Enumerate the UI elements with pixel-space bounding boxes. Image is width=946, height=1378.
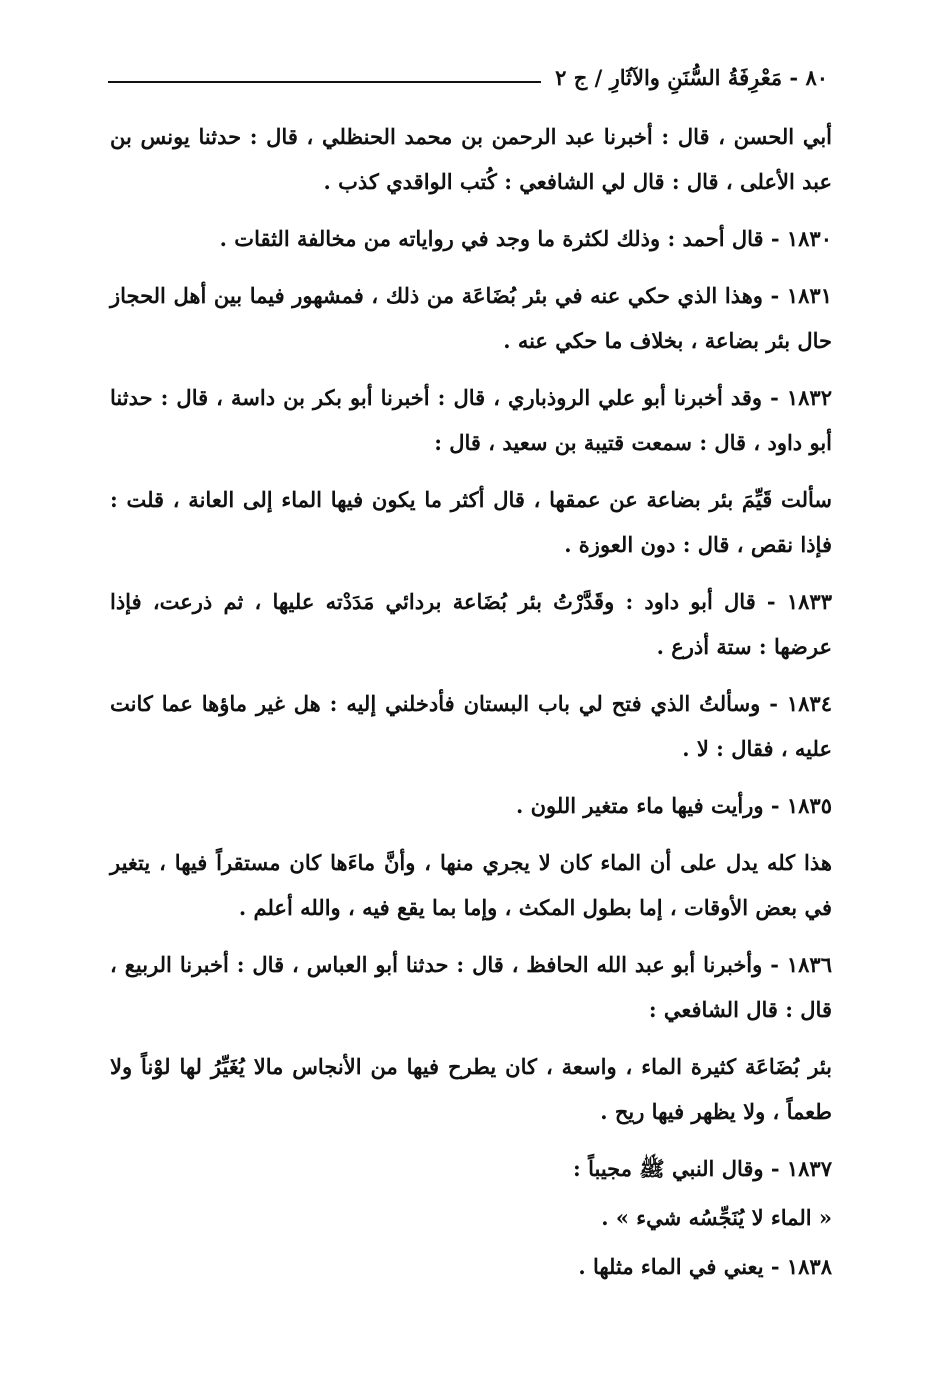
header-rule: [108, 81, 541, 83]
hadith-quote: « الماء لا يُنَجِّسُه شيء » .: [601, 1205, 832, 1230]
paragraph: ١٨٣٧ - وقال النبي ﷺ مجيباً :: [573, 1156, 832, 1181]
paragraph: ١٨٣٣ - قال أبو داود : وقَدَّرْتُ بئر بُضَاعة بردائي مَدَدْته عليها ، ثم ذرعت، فإذا عرضها : ستة أذرع .: [110, 589, 832, 659]
page-number: ٨٠: [805, 64, 828, 90]
paragraph: ١٨٣٢ - وقد أخبرنا أبو علي الروذباري ، قال : أخبرنا أبو بكر بن داسة ، قال : حدثنا أبو داود ، قال : سمعت قتيبة بن سعيد ، قال :: [110, 385, 832, 455]
paragraph: ١٨٣١ - وهذا الذي حكي عنه في بئر بُضَاعَة من ذلك ، فمشهور فيما بين أهل الحجاز حال بئر بضاعة ، بخلاف ما حكي عنه .: [110, 283, 832, 353]
paragraph: ١٨٣٤ - وسألتُ الذي فتح لي باب البستان فأدخلني إليه : هل غير ماؤها عما كانت عليه ، فقال : لا .: [110, 691, 832, 761]
paragraph: أبي الحسن ، قال : أخبرنا عبد الرحمن بن محمد الحنظلي ، قال : حدثنا يونس بن عبد الأعلى ، قال : قال لي الشافعي : كُتب الواقدي كذب .: [110, 124, 832, 194]
paragraph: ١٨٣٦ - وأخبرنا أبو عبد الله الحافظ ، قال : حدثنا أبو العباس ، قال : أخبرنا الربيع ، قال : قال الشافعي :: [110, 952, 832, 1022]
paragraph: هذا كله يدل على أن الماء كان لا يجري منها ، وأنَّ ماءَها كان مستقراً فيها ، يتغير في بعض الأوقات ، إما بطول المكث ، وإما بما يقع فيه ، والله أعلم .: [110, 850, 832, 920]
book-title: مَعْرِفَةُ السُّنَنِ والآثَارِ / ج ٢: [555, 64, 783, 90]
paragraph: ١٨٣٥ - ورأيت فيها ماء متغير اللون .: [516, 793, 832, 818]
header-title-line: ٨٠ - مَعْرِفَةُ السُّنَنِ والآثَارِ / ج ٢: [555, 64, 828, 90]
paragraph: ١٨٣٠ - قال أحمد : وذلك لكثرة ما وجد في رواياته من مخالفة الثقات .: [219, 226, 832, 251]
paragraph: بئر بُضَاعَة كثيرة الماء ، واسعة ، كان يطرح فيها من الأنجاس مالا يُغَيِّرُ لها لوْناً ولا طعماً ، ولا يظهر فيها ريح .: [110, 1054, 832, 1124]
paragraph: سألت قَيِّمَ بئر بضاعة عن عمقها ، قال أكثر ما يكون فيها الماء إلى العانة ، قلت : فإذا نقص ، قال : دون العوزة .: [110, 487, 832, 557]
running-header: [108, 62, 828, 92]
page-body: [110, 114, 832, 1301]
paragraph: ١٨٣٨ - يعني في الماء مثلها .: [578, 1254, 832, 1279]
